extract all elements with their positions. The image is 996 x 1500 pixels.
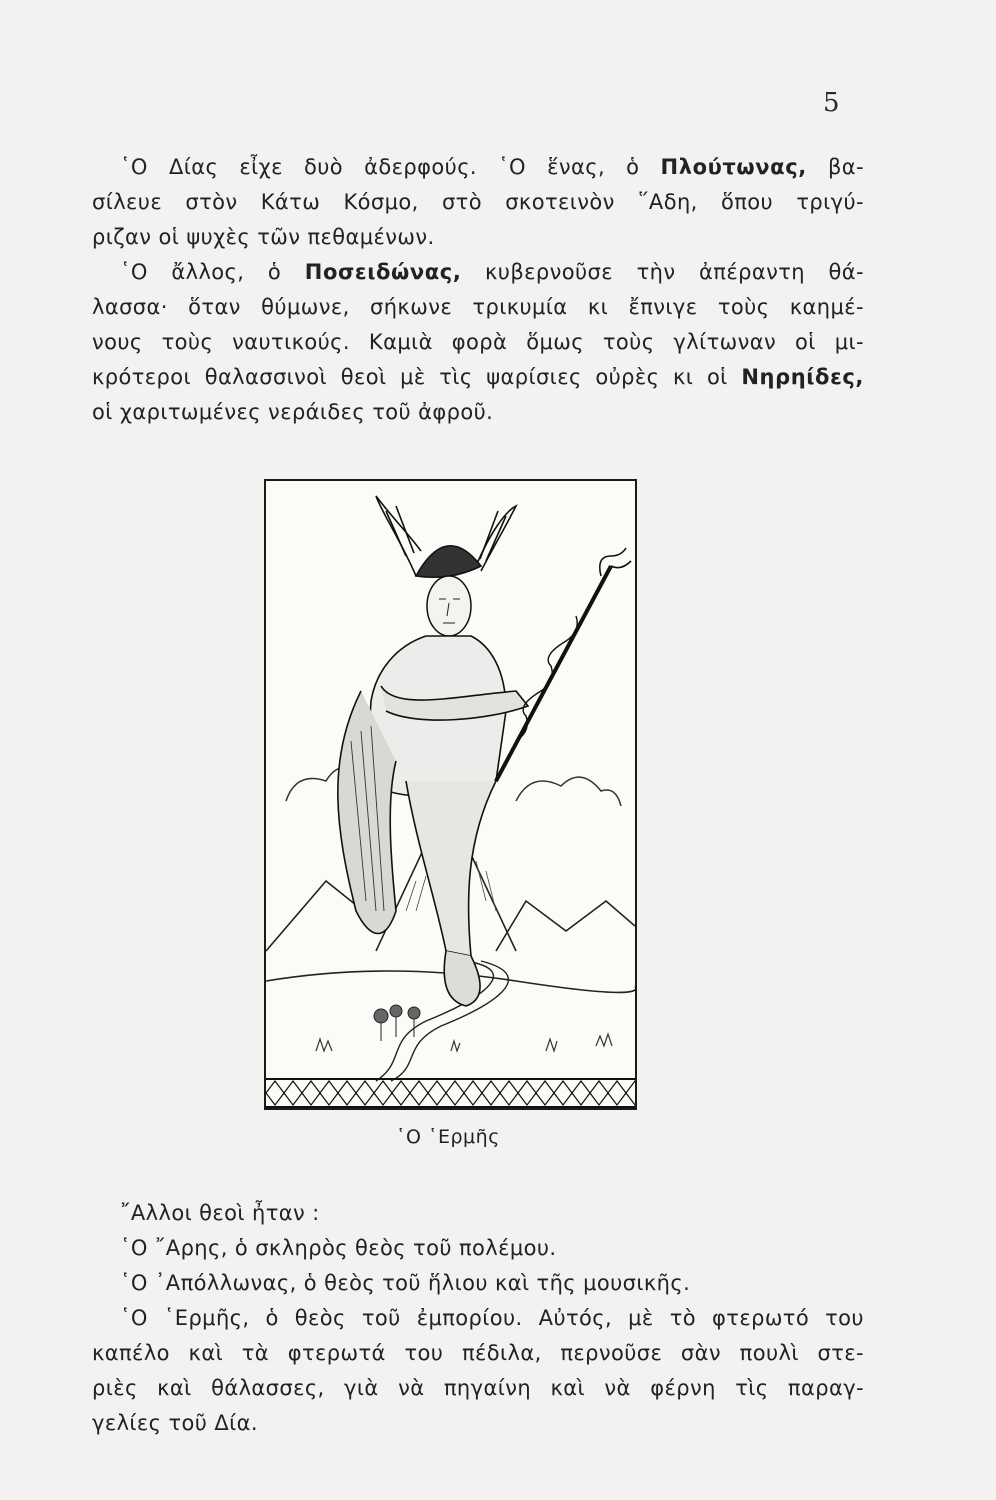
text-segment: ριὲς καὶ θάλασσες, γιὰ νὰ πηγαίνη καὶ νὰ φέρνη τὶς παραγ- (92, 1376, 864, 1400)
text-segment: ῾Ο ᾿Απόλλωνας, ὁ θεὸς τοῦ ἥλιου καὶ τῆς μουσικῆς. (120, 1271, 691, 1295)
figure-caption: ῾Ο ῾Ερμῆς (396, 1126, 500, 1148)
bold-name: Πλούτωνας, (660, 155, 807, 179)
text-line (92, 1371, 864, 1406)
text-line (92, 150, 864, 185)
bottom-text (92, 1196, 864, 1441)
text-segment: νους τοὺς ναυτικούς. Καμιὰ φορὰ ὅμως τοὺς γλίτωναν οἱ μι- (92, 330, 864, 354)
text-line (92, 360, 864, 395)
text-line (92, 395, 864, 430)
text-line (92, 185, 864, 220)
text-segment: ῾Ο ῎Αρης, ὁ σκληρὸς θεὸς τοῦ πολέμου. (120, 1236, 557, 1260)
text-segment: ῾Ο Δίας εἶχε δυὸ ἀδερφούς. ῾Ο ἕνας, ὁ (120, 155, 661, 179)
text-segment: γελίες τοῦ Δία. (92, 1411, 258, 1435)
text-line (92, 1406, 864, 1441)
text-line (92, 1301, 864, 1336)
text-segment: λασσα· ὅταν θύμωνε, σήκωνε τρικυμία κι ἔπνιγε τοὺς καημέ- (92, 295, 864, 319)
text-segment: κρότεροι θαλασσινοὶ θεοὶ μὲ τὶς ψαρίσιες οὐρὲς κι οἱ (92, 365, 742, 389)
text-segment: οἱ χαριτωμένες νεράιδες τοῦ ἀφροῦ. (92, 400, 494, 424)
text-line (92, 1336, 864, 1371)
text-segment: καπέλο καὶ τὰ φτερωτά του πέδιλα, περνοῦσε σὰν πουλὶ στε- (92, 1341, 864, 1365)
top-text (92, 150, 864, 430)
hermes-illustration-icon (266, 481, 635, 1108)
text-segment: ῾Ο ἄλλος, ὁ (120, 260, 305, 284)
text-segment: ῾Ο ῾Ερμῆς, ὁ θεὸς τοῦ ἐμπορίου. Αὐτός, μὲ τὸ φτερωτό του (120, 1306, 864, 1330)
text-segment: βα- (806, 155, 864, 179)
text-segment: κυβερνοῦσε τὴν ἀπέραντη θά- (461, 260, 864, 284)
text-segment: ριζαν οἱ ψυχὲς τῶν πεθαμένων. (92, 225, 435, 249)
text-segment: ῎Αλλοι θεοὶ ἦταν : (120, 1201, 320, 1225)
text-line (92, 290, 864, 325)
text-line (92, 255, 864, 290)
page-number: 5 (823, 88, 840, 118)
bold-name: Ποσειδώνας, (304, 260, 462, 284)
text-line (92, 1231, 864, 1266)
text-line (92, 1196, 864, 1231)
text-segment: σίλευε στὸν Κάτω Κόσμο, στὸ σκοτεινὸν ῞Αδη, ὅπου τριγύ- (92, 190, 864, 214)
text-line (92, 1266, 864, 1301)
text-line (92, 220, 864, 255)
text-line (92, 325, 864, 360)
bold-name: Νηρηίδες, (741, 365, 864, 389)
illustration-frame (264, 479, 637, 1110)
